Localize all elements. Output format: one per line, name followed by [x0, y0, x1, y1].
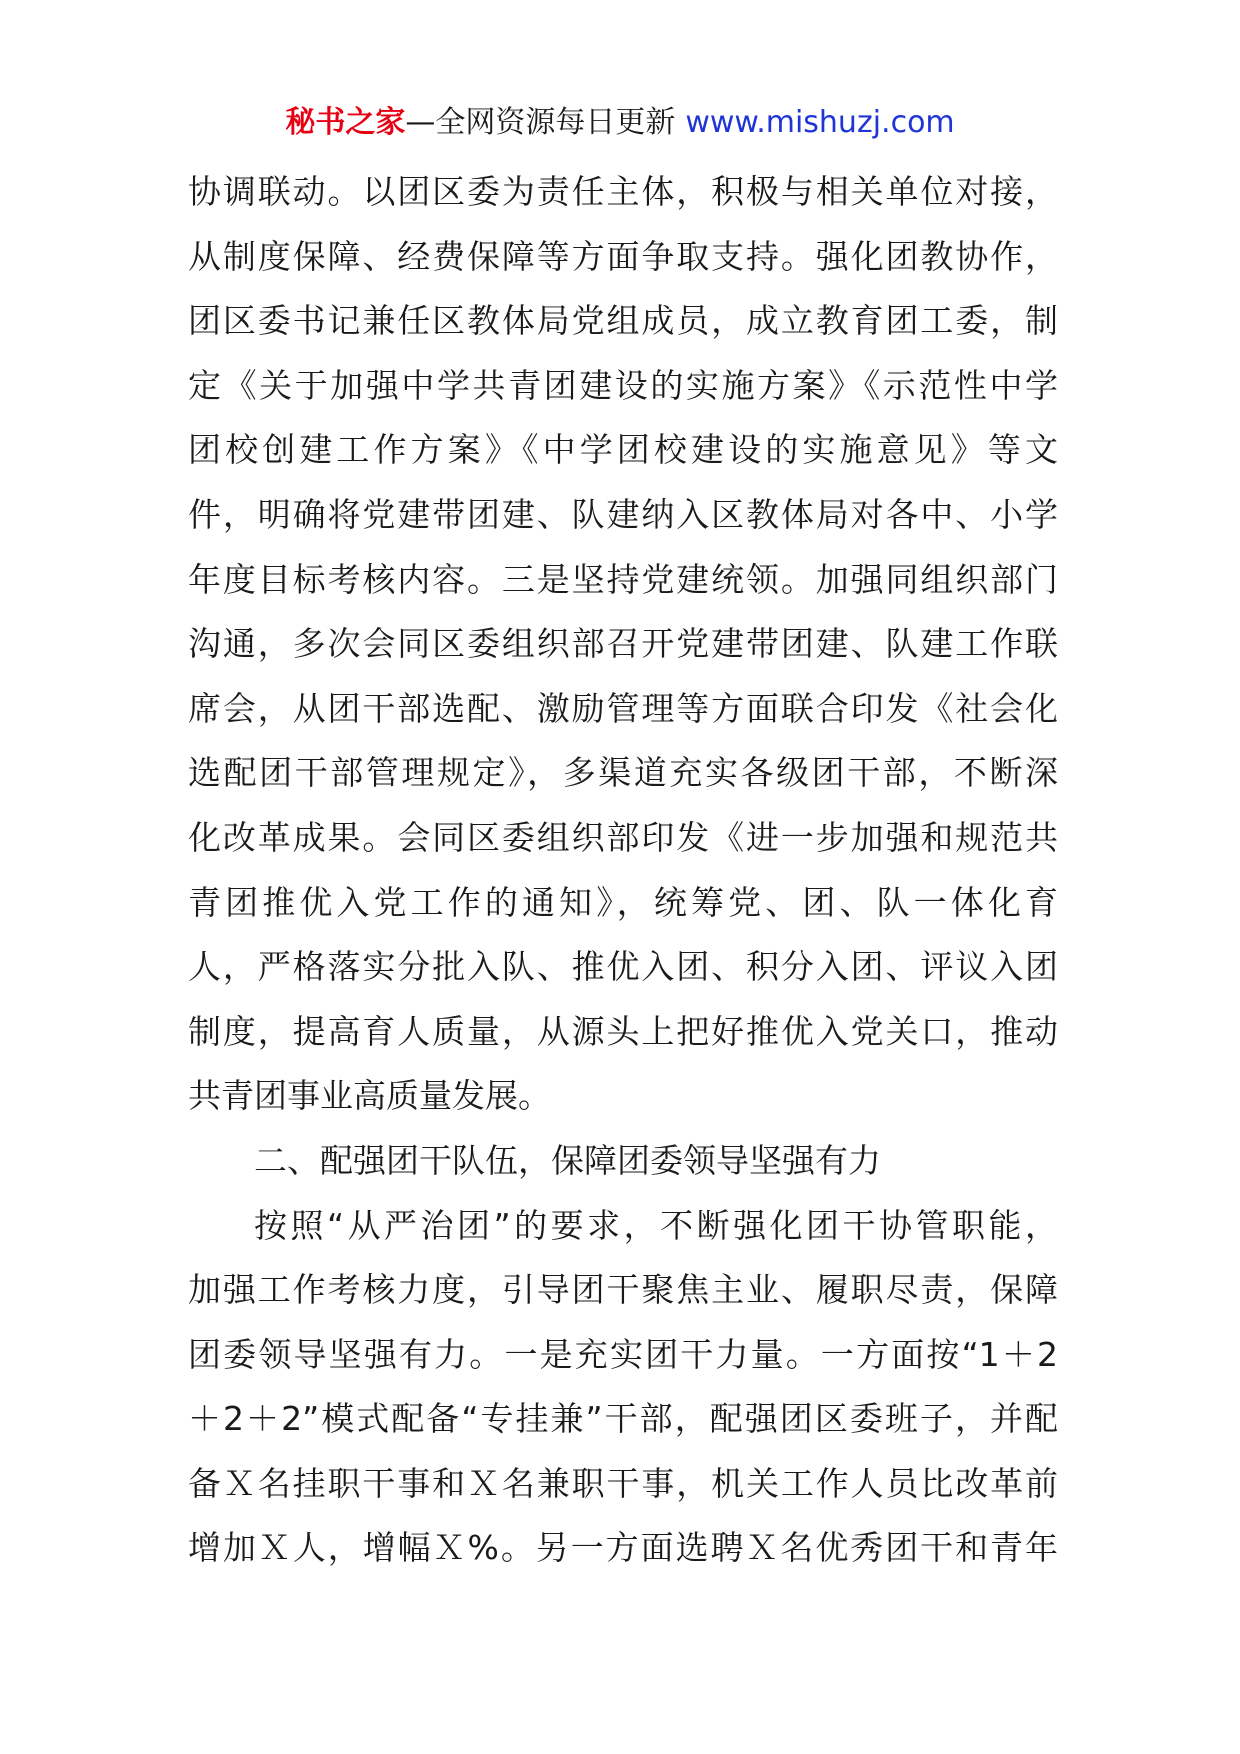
text-line: 备Ｘ名挂职干事和Ｘ名兼职干事，机关工作人员比改革前: [188, 1463, 1058, 1503]
text-line: 共青团事业高质量发展。: [188, 1076, 551, 1116]
brand-name: 秘书之家: [285, 105, 406, 140]
text-line: 协调联动。以团区委为责任主体，积极与相关单位对接，: [188, 172, 1058, 211]
site-url-link[interactable]: www.mishuzj.com: [685, 105, 955, 140]
text-line: 团委领导坚强有力。一是充实团干力量。一方面按“1＋2: [188, 1334, 1058, 1374]
paragraph-1: [188, 160, 1058, 1129]
text-line: ＋2＋2”模式配备“专挂兼”干部，配强团区委班子，并配: [188, 1399, 1058, 1439]
site-header: [0, 103, 1240, 143]
text-line: 选配团干部管理规定》，多渠道充实各级团干部，不断深: [188, 753, 1058, 793]
text-line: 化改革成果。会同区委组织部印发《进一步加强和规范共: [188, 817, 1058, 857]
document-body: [188, 160, 1058, 1581]
text-line: 件，明确将党建带团建、队建纳入区教体局对各中、小学: [188, 494, 1058, 534]
text-line: 团区委书记兼任区教体局党组成员，成立教育团工委，制: [188, 301, 1058, 341]
text-line: 人，严格落实分批入队、推优入团、积分入团、评议入团: [188, 947, 1058, 987]
header-tagline: —全网资源每日更新: [405, 105, 676, 140]
section-heading: 二、配强团干队伍，保障团委领导坚强有力: [254, 1140, 881, 1180]
text-line: 制度，提高育人质量，从源头上把好推优入党关口，推动: [188, 1011, 1058, 1051]
text-line: 从制度保障、经费保障等方面争取支持。强化团教协作，: [188, 236, 1058, 276]
text-line: 青团推优入党工作的通知》，统筹党、团、队一体化育: [188, 882, 1058, 922]
text-line: 增加Ｘ人，增幅Ｘ%。另一方面选聘Ｘ名优秀团干和青年: [188, 1528, 1058, 1568]
text-line: 沟通，多次会同区委组织部召开党建带团建、队建工作联: [188, 624, 1058, 664]
text-line: 按照“从严治团”的要求，不断强化团干协管职能，: [254, 1205, 1058, 1245]
paragraph-2: [188, 1194, 1058, 1582]
text-line: 团校创建工作方案》《中学团校建设的实施意见》等文: [188, 430, 1058, 470]
text-line: 席会，从团干部选配、激励管理等方面联合印发《社会化: [188, 688, 1058, 728]
text-line: 定《关于加强中学共青团建设的实施方案》《示范性中学: [188, 365, 1058, 405]
text-line: 年度目标考核内容。三是坚持党建统领。加强同组织部门: [188, 559, 1058, 599]
text-line: 加强工作考核力度，引导团干聚焦主业、履职尽责，保障: [188, 1270, 1058, 1310]
